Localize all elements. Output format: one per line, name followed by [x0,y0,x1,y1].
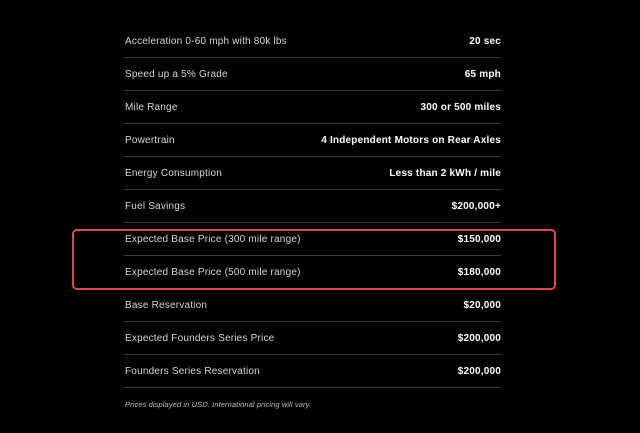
spec-row-base-reservation [124,289,501,322]
spec-row-base-price-500 [124,256,501,289]
spec-value: 20 sec [469,35,501,47]
spec-row-base-price-300 [124,223,501,256]
spec-row-energy-consumption [124,157,501,190]
spec-row-fuel-savings [124,190,501,223]
spec-row-founders-reservation [124,355,501,388]
spec-value: 65 mph [464,68,501,80]
spec-value: $20,000 [463,299,501,311]
spec-label: Powertrain [125,134,175,146]
spec-value: $200,000 [457,332,501,344]
spec-value: Less than 2 kWh / mile [389,167,501,179]
spec-label: Energy Consumption [125,167,222,179]
spec-table [124,25,501,388]
spec-row-acceleration [124,25,501,58]
spec-value: $200,000 [457,365,501,377]
spec-value: 4 Independent Motors on Rear Axles [321,134,501,146]
spec-value: $180,000 [457,266,501,278]
spec-value: 300 or 500 miles [420,101,501,113]
spec-label: Speed up a 5% Grade [125,68,228,80]
spec-label: Expected Base Price (300 mile range) [125,233,301,245]
spec-label: Base Reservation [125,299,208,311]
spec-value: $200,000+ [451,200,501,212]
spec-row-powertrain [124,124,501,157]
spec-label: Founders Series Reservation [125,365,260,377]
spec-row-grade-speed [124,58,501,91]
spec-row-founders-price [124,322,501,355]
spec-label: Fuel Savings [125,200,186,212]
spec-row-mile-range [124,91,501,124]
spec-label: Mile Range [125,101,178,113]
pricing-footnote: Prices displayed in USD. International pricing will vary. [125,400,312,409]
spec-label: Expected Base Price (500 mile range) [125,266,301,278]
spec-value: $150,000 [457,233,501,245]
spec-label: Acceleration 0-60 mph with 80k lbs [125,35,287,47]
spec-label: Expected Founders Series Price [125,332,275,344]
